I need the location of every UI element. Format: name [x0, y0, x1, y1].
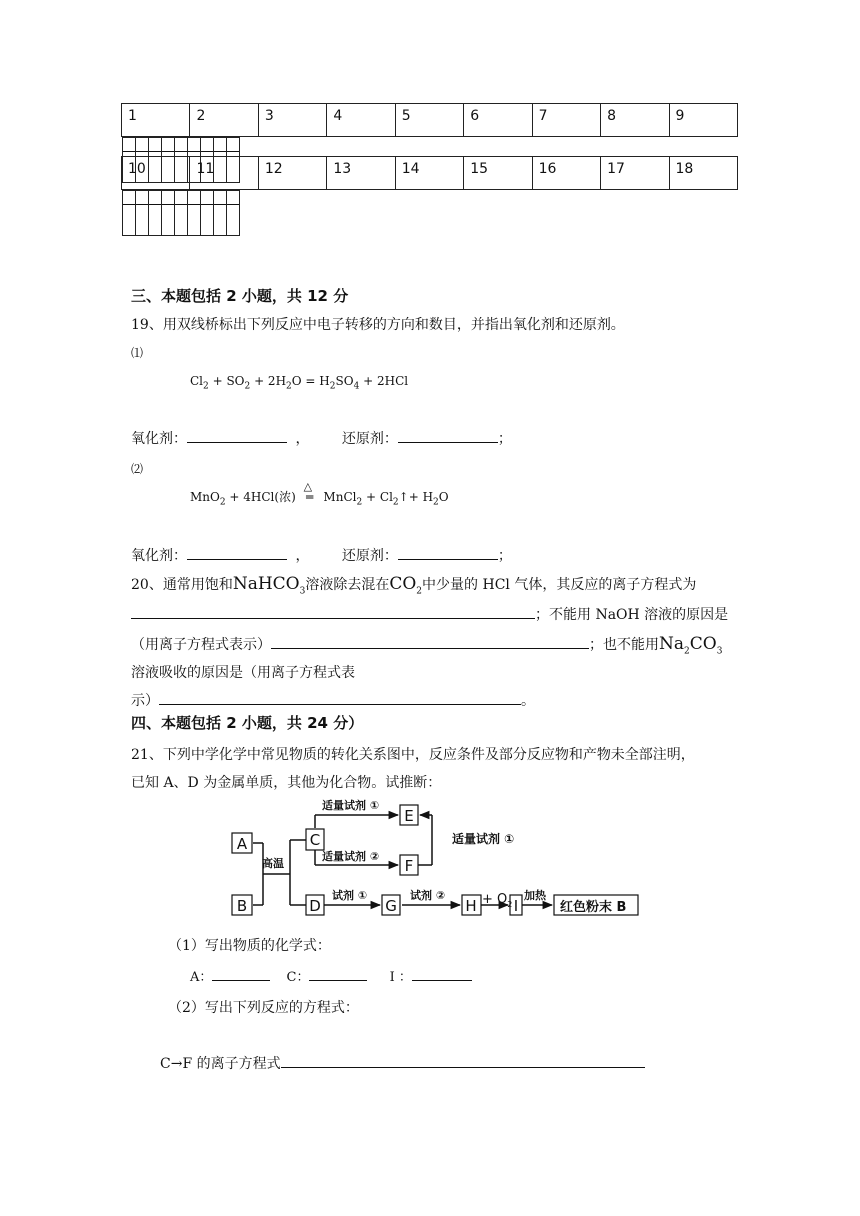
q20-line3 — [131, 634, 722, 656]
node-a: A — [236, 835, 248, 853]
answer-cell[interactable] — [174, 191, 187, 236]
q21-line1: 21、下列中学化学中常见物质的转化关系图中，反应条件及部分反应物和产物未全部注明， — [131, 747, 695, 763]
answer-cell[interactable] — [200, 191, 213, 236]
co2-formula: $CO_2$ — [389, 574, 423, 597]
semicolon: ； — [497, 548, 512, 564]
answer-cell[interactable] — [122, 191, 135, 236]
q21-sub1-answers — [190, 966, 472, 985]
table-row — [122, 190, 240, 205]
high-temp-label: 高温 — [262, 857, 284, 870]
table-cell: 6 — [464, 104, 532, 137]
answer-cell[interactable] — [161, 191, 174, 236]
i-label: I ： — [389, 970, 412, 985]
c-label: C： — [286, 970, 310, 985]
table-cell: 1 — [122, 104, 190, 137]
i-blank[interactable] — [412, 966, 472, 981]
node-d: D — [309, 897, 321, 915]
reaction-diagram — [220, 795, 645, 920]
q19-part2: ⑵ — [131, 462, 144, 476]
table-cell: 13 — [327, 157, 395, 190]
comma: ， — [295, 548, 310, 564]
table-cell: 18 — [669, 157, 738, 190]
answer-cell[interactable] — [226, 138, 239, 183]
q21-sub2: （2）写出下列反应的方程式： — [168, 1000, 359, 1016]
answer-cell[interactable] — [213, 191, 226, 236]
q20-blank-3[interactable] — [159, 690, 521, 705]
answer-cell[interactable] — [187, 191, 200, 236]
cf-equation-line — [160, 1053, 645, 1073]
c-blank[interactable] — [309, 966, 367, 981]
node-e: E — [404, 807, 414, 825]
answer-cell[interactable] — [148, 138, 161, 183]
q20-text-b: 溶液除去混在 — [305, 577, 390, 593]
heat-label: 加热 — [524, 889, 546, 902]
q19-text: 19、用双线桥标出下列反应中电子转移的方向和数目，并指出氧化剂和还原剂。 — [131, 317, 625, 333]
answer-cell[interactable] — [135, 191, 148, 236]
q20-line1 — [131, 574, 696, 596]
table-row — [122, 104, 738, 137]
q19-1-answer-line — [131, 428, 512, 448]
table-cell: 2 — [190, 104, 258, 137]
heat-condition: △ — [303, 480, 313, 493]
a-label: A： — [190, 970, 213, 985]
semicolon: ； — [497, 431, 512, 447]
answer-cell[interactable] — [226, 191, 239, 236]
answer-cell[interactable] — [174, 138, 187, 183]
equation-2: MnO$_2$ + 4HCl(浓) △ ═ MnCl$_2$ + $Cl_2↑+ H_2O$ — [190, 480, 449, 508]
equation-1: $Cl_2 + SO_2 + 2H_2O = H_2SO_4 + 2HCl$ — [190, 374, 409, 392]
reductant-blank[interactable] — [398, 428, 498, 443]
q20-text-c: 中少量的 HCl 气体，其反应的离子方程式为 — [422, 577, 697, 593]
section4-heading: 四、本题包括 2 小题，共 24 分） — [131, 714, 364, 732]
reagent2-label: 适量试剂 ② — [322, 850, 380, 863]
table-cell: 16 — [532, 157, 600, 190]
answer-cell[interactable] — [161, 138, 174, 183]
q20-line5 — [131, 690, 535, 710]
reagent1-label: 适量试剂 ① — [322, 799, 380, 812]
reductant-blank[interactable] — [398, 545, 498, 560]
node-c: C — [309, 831, 321, 849]
q21-sub1: （1）写出物质的化学式： — [168, 938, 331, 954]
plus-o2-label: + $O_2$ — [482, 892, 513, 909]
table-cell: 5 — [395, 104, 463, 137]
reductant-label: 还原剂： — [341, 548, 398, 564]
answer-table — [121, 103, 738, 209]
table-cell: 12 — [258, 157, 326, 190]
q20-line4: 溶液吸收的原因是（用离子方程式表 — [131, 665, 355, 681]
q19-2-answer-line — [131, 545, 512, 565]
table-cell: 8 — [601, 104, 669, 137]
reductant-label: 还原剂： — [341, 431, 398, 447]
node-f: F — [404, 857, 414, 875]
table-cell: 7 — [532, 104, 600, 137]
table-row — [122, 157, 738, 190]
q21-line2: 已知 A、D 为金属单质，其他为化合物。试推断： — [131, 775, 442, 791]
q20-text-d: ；不能用 NaOH 溶液的原因是 — [535, 607, 729, 623]
table-cell: 17 — [601, 157, 669, 190]
q19-part1: ⑴ — [131, 346, 144, 360]
q20-blank-1[interactable] — [131, 604, 535, 619]
answer-cell[interactable] — [148, 191, 161, 236]
test1-label: 试剂 ① — [332, 889, 368, 902]
product-label: 红色粉末 B — [560, 900, 627, 915]
cf-blank[interactable] — [281, 1053, 645, 1068]
table-cell: 9 — [669, 104, 738, 137]
node-h: H — [465, 897, 477, 915]
oxidant-label: 氧化剂： — [131, 431, 187, 447]
test2-label: 试剂 ② — [410, 889, 446, 902]
table-cell: 3 — [258, 104, 326, 137]
q20-text-h: 示） — [131, 693, 159, 709]
comma: ， — [295, 431, 310, 447]
table-cell: 14 — [395, 157, 463, 190]
q20-line2 — [131, 604, 728, 624]
table-cell: 4 — [327, 104, 395, 137]
answer-cell[interactable] — [213, 138, 226, 183]
reagent1-right-label: 适量试剂 ① — [452, 832, 515, 846]
q20-text-f: ；也不能用 — [589, 637, 659, 653]
na2co3-formula: $Na_2CO_3$ — [659, 634, 723, 657]
table-cell: 15 — [464, 157, 532, 190]
oxidant-blank[interactable] — [187, 428, 287, 443]
period: 。 — [521, 693, 535, 709]
table-row — [122, 137, 240, 152]
q20-blank-2[interactable] — [271, 634, 589, 649]
plus-o: + O — [482, 892, 508, 907]
section3-heading: 三、本题包括 2 小题，共 12 分 — [131, 287, 349, 305]
cf-label: C→F 的离子方程式 — [160, 1056, 281, 1072]
conc-label: (浓) — [274, 490, 296, 504]
a-blank[interactable] — [212, 966, 270, 981]
table-cell: 10 — [122, 157, 190, 190]
table-cell: 11 — [190, 157, 258, 190]
oxidant-label: 氧化剂： — [131, 548, 187, 564]
q20-text-a: 20、通常用饱和 — [131, 577, 233, 593]
nahco3-formula: NaHCO$_3$ — [232, 574, 306, 597]
node-g: G — [385, 897, 397, 915]
q20-text-e: （用离子方程式表示） — [131, 637, 271, 653]
node-i: I — [513, 897, 519, 915]
oxidant-blank[interactable] — [187, 545, 287, 560]
node-b: B — [236, 897, 248, 915]
